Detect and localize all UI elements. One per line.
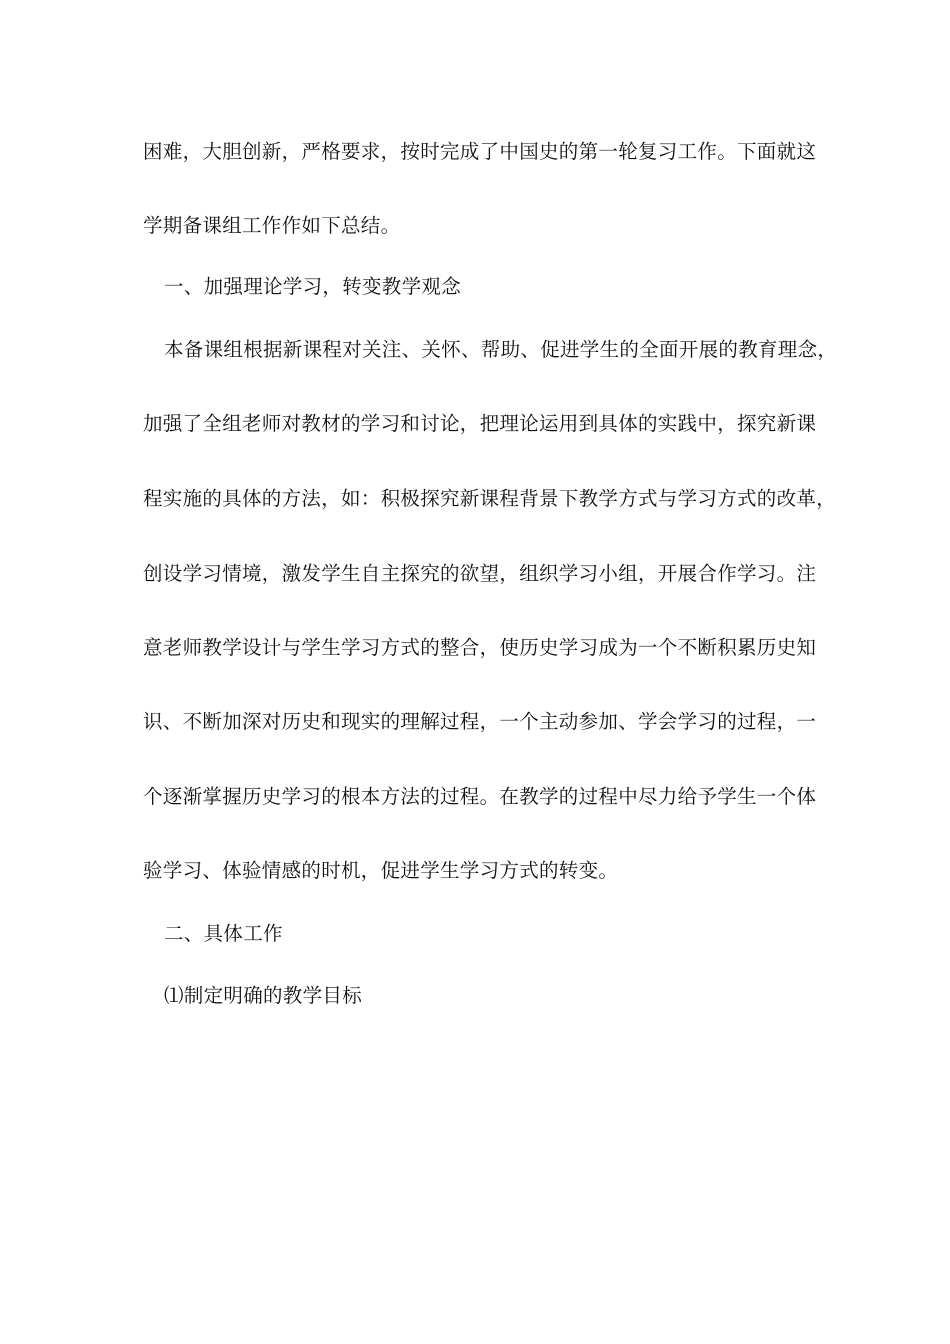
body-text-line: 个逐渐掌握历史学习的根本方法的过程。在教学的过程中尽力给予学生一个体 [143, 785, 817, 808]
body-text-line: 困难，大胆创新，严格要求，按时完成了中国史的第一轮复习工作。下面就这 [143, 140, 817, 163]
body-text-line: 识、不断加深对历史和现实的理解过程，一个主动参加、学会学习的过程，一 [143, 710, 817, 733]
body-text-line: 意老师教学设计与学生学习方式的整合，使历史学习成为一个不断积累历史知 [143, 636, 817, 659]
body-text-line: 创设学习情境，激发学生自主探究的欲望，组织学习小组，开展合作学习。注 [143, 562, 817, 585]
paragraph-first-line: 本备课组根据新课程对关注、关怀、帮助、促进学生的全面开展的教育理念， [164, 338, 838, 361]
body-text-line: 程实施的具体的方法，如：积极探究新课程背景下教学方式与学习方式的改革， [143, 487, 837, 510]
body-text-line: 加强了全组老师对教材的学习和讨论，把理论运用到具体的实践中，探究新课 [143, 412, 817, 435]
body-text-line: 学期备课组工作作如下总结。 [143, 214, 401, 237]
section-heading: 一、加强理论学习，转变教学观念 [164, 275, 462, 298]
section-heading: 二、具体工作 [164, 922, 283, 945]
body-text-line: 验学习、体验情感的时机，促进学生学习方式的转变。 [143, 859, 619, 882]
subsection-heading: ⑴制定明确的教学目标 [164, 984, 363, 1007]
